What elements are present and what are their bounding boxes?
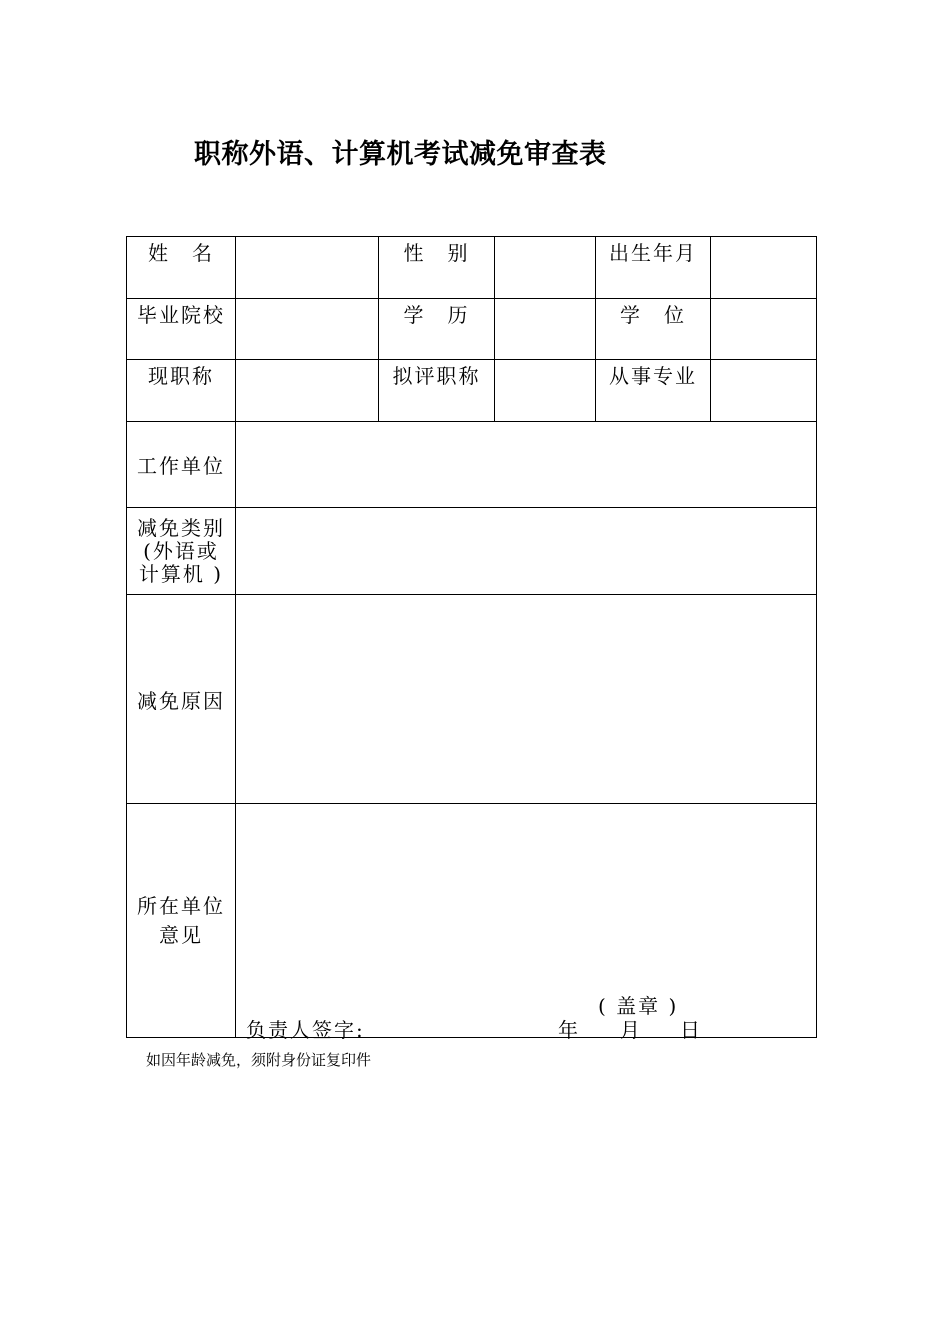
work-unit-label: 工作单位 bbox=[127, 422, 236, 508]
birth-date-field[interactable] bbox=[711, 237, 817, 299]
date-year-label: 年 bbox=[558, 1018, 580, 1042]
form-row-unit-opinion bbox=[127, 804, 817, 1038]
unit-opinion-field[interactable] bbox=[236, 804, 817, 1042]
current-title-label: 现职称 bbox=[127, 360, 236, 422]
page-title: 职称外语、计算机考试减免审查表 bbox=[194, 139, 607, 170]
gender-label: 性 别 bbox=[379, 237, 495, 299]
date-line bbox=[558, 1014, 702, 1043]
unit-opinion-label bbox=[127, 804, 236, 1038]
form-row-exempt-reason bbox=[127, 595, 817, 804]
exempt-category-label-line1: 减免类别 bbox=[137, 515, 225, 540]
exempt-reason-field[interactable] bbox=[236, 595, 817, 804]
name-field[interactable] bbox=[236, 237, 379, 299]
proposed-title-label: 拟评职称 bbox=[379, 360, 495, 422]
footnote: 如因年龄减免，须附身份证复印件 bbox=[146, 1051, 372, 1069]
unit-opinion-label-line1: 所在单位 bbox=[137, 893, 225, 918]
form-row-exempt-category bbox=[127, 508, 817, 595]
signer-label: 负责人签字: bbox=[246, 1018, 365, 1042]
exempt-category-label bbox=[127, 508, 236, 595]
form-row-title bbox=[127, 360, 817, 422]
school-label: 毕业院校 bbox=[127, 299, 236, 360]
specialty-label: 从事专业 bbox=[596, 360, 711, 422]
current-title-field[interactable] bbox=[236, 360, 379, 422]
date-day-label: 日 bbox=[680, 1018, 702, 1042]
form-row-basic-info bbox=[127, 237, 817, 299]
education-label: 学 历 bbox=[379, 299, 495, 360]
exempt-reason-label: 减免原因 bbox=[127, 595, 236, 804]
gender-field[interactable] bbox=[495, 237, 596, 299]
school-field[interactable] bbox=[236, 299, 379, 360]
form-row-work-unit bbox=[127, 422, 817, 508]
birth-date-label: 出生年月 bbox=[596, 237, 711, 299]
degree-field[interactable] bbox=[711, 299, 817, 360]
degree-label: 学 位 bbox=[596, 299, 711, 360]
work-unit-field[interactable] bbox=[236, 422, 817, 508]
exempt-category-label-line3: 计算机 ) bbox=[138, 561, 224, 586]
exemption-review-form bbox=[126, 236, 817, 1042]
specialty-field[interactable] bbox=[711, 360, 817, 422]
seal-note: ( 盖章 ) bbox=[598, 994, 679, 1018]
exempt-category-field[interactable] bbox=[236, 508, 817, 595]
unit-opinion-label-line2: 意见 bbox=[159, 922, 203, 947]
date-month-label: 月 bbox=[620, 1018, 642, 1042]
exempt-category-label-line2: (外语或 bbox=[143, 538, 219, 563]
proposed-title-field[interactable] bbox=[495, 360, 596, 422]
name-label: 姓 名 bbox=[127, 237, 236, 299]
form-row-education bbox=[127, 299, 817, 360]
education-field[interactable] bbox=[495, 299, 596, 360]
